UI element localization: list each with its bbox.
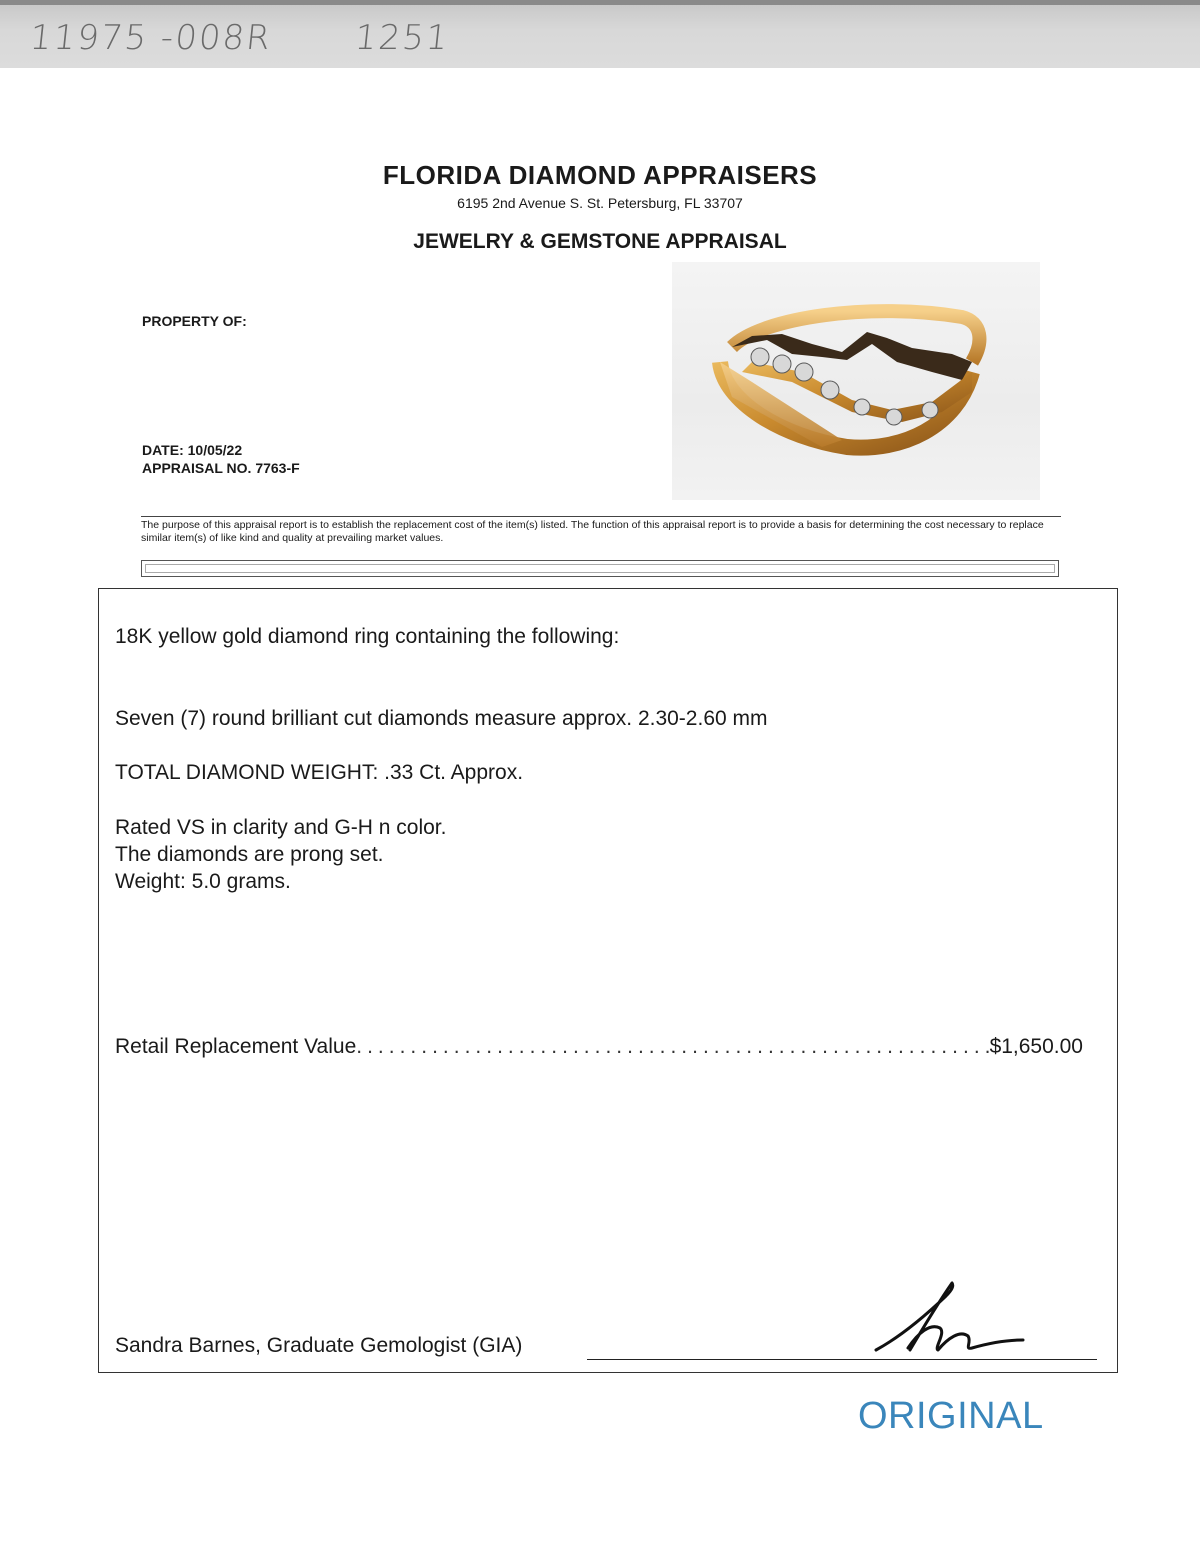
replacement-value-amount: $1,650.00: [989, 1035, 1083, 1058]
company-address: 6195 2nd Avenue S. St. Petersburg, FL 33707: [457, 195, 743, 211]
appraisal-number: APPRAISAL NO. 7763-F: [142, 460, 300, 476]
company-name: FLORIDA DIAMOND APPRAISERS: [382, 160, 818, 190]
purpose-statement: The purpose of this appraisal report is to establish the replacement cost of the item(s) listed. The function of this appraisal report is to provide a basis for determining the cost necessary to replace similar item(s) of like kind and quality at prevailing market values.: [141, 516, 1061, 545]
dot-leader: [356, 1035, 989, 1059]
replacement-value-row: [115, 1035, 1083, 1059]
document-title: JEWELRY & GEMSTONE APPRAISAL: [413, 230, 787, 253]
ring-photo: [672, 262, 1040, 500]
original-stamp: ORIGINAL: [858, 1395, 1044, 1437]
blank-form-field: [141, 560, 1059, 577]
handwritten-signature: [868, 1278, 1038, 1368]
item-description: 18K yellow gold diamond ring containing the following:: [115, 625, 620, 648]
diamond-grade: Rated VS in clarity and G-H n color.: [115, 816, 447, 839]
replacement-value-label: Retail Replacement Value: [115, 1035, 357, 1058]
item-description-box: [98, 588, 1118, 1373]
total-diamond-weight: TOTAL DIAMOND WEIGHT: .33 Ct. Approx.: [115, 761, 524, 784]
diamond-details: Seven (7) round brilliant cut diamonds measure approx. 2.30-2.60 mm: [115, 707, 768, 730]
signer-name: Sandra Barnes, Graduate Gemologist (GIA): [115, 1334, 523, 1357]
handwritten-file-number: 11975 -008R: [27, 18, 274, 58]
property-of-label: PROPERTY OF:: [142, 313, 247, 329]
handwritten-code: 1251: [352, 18, 452, 58]
setting-type: The diamonds are prong set.: [115, 843, 384, 866]
metal-weight: Weight: 5.0 grams.: [115, 870, 291, 893]
appraisal-date: DATE: 10/05/22: [142, 442, 243, 458]
ring-illustration: [672, 262, 1040, 500]
